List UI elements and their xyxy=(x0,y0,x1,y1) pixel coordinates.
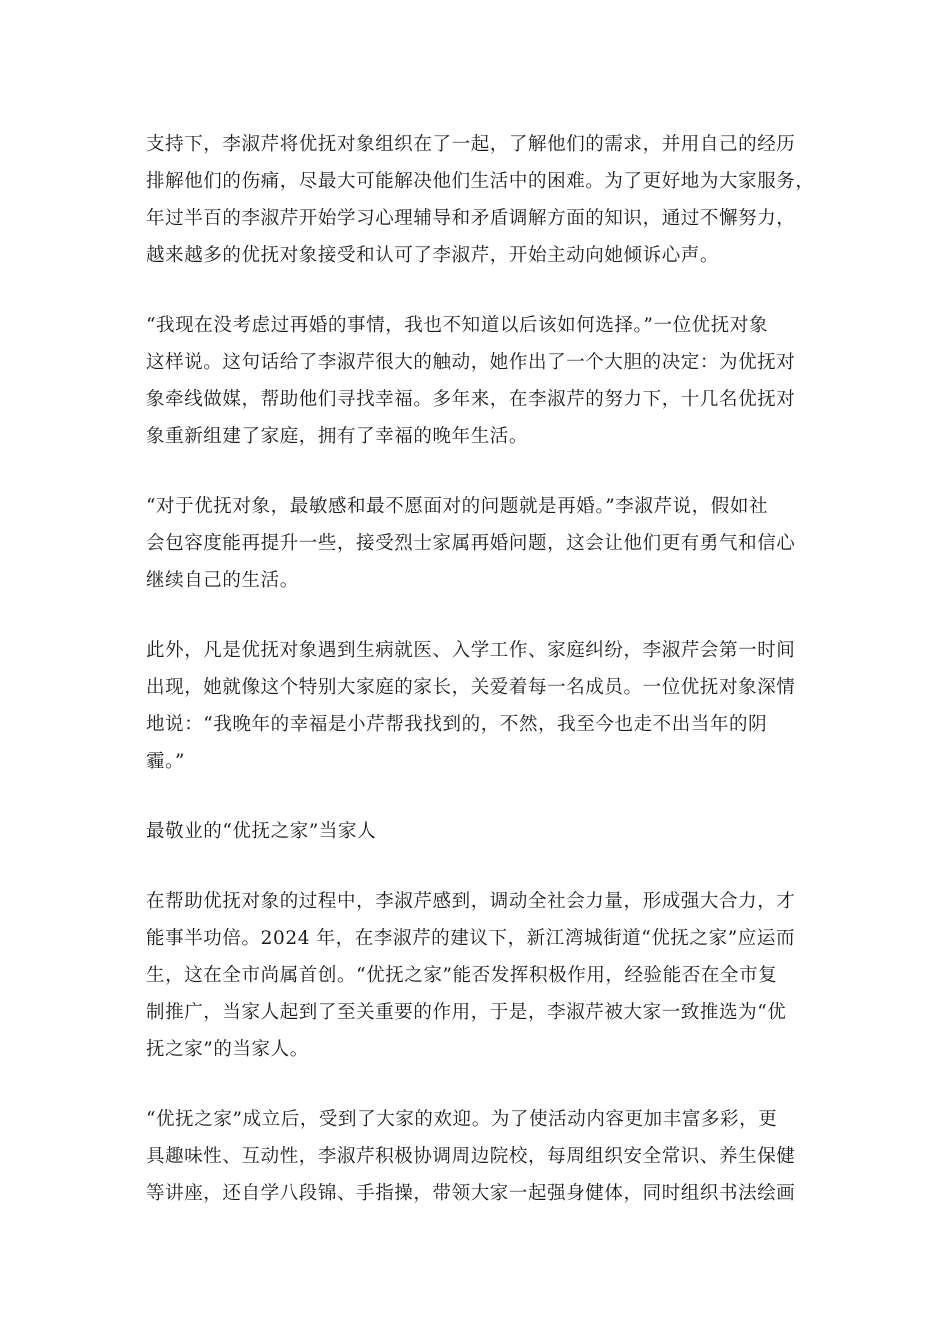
text-line: “对于优抚对象，最敏感和最不愿面对的问题就是再婚。”李淑芹说，假如社 xyxy=(146,496,769,517)
text-line: “优抚之家”成立后，受到了大家的欢迎。为了使活动内容更加丰富多彩，更 xyxy=(146,1109,778,1130)
paragraph-5 xyxy=(146,883,811,1068)
section-heading xyxy=(146,813,811,850)
paragraph-3 xyxy=(146,488,811,599)
text-line: 象重新组建了家庭，拥有了幸福的晚年生活。 xyxy=(146,426,529,447)
paragraph-4 xyxy=(146,632,811,780)
text-line: 越来越多的优抚对象接受和认可了李淑芹，开始主动向她倾诉心声。 xyxy=(146,245,720,266)
paragraph-1 xyxy=(146,126,815,274)
paragraph-2 xyxy=(146,307,811,455)
text-line: 在帮助优抚对象的过程中，李淑芹感到，调动全社会力量，形成强大合力，才 xyxy=(146,891,796,912)
text-line: 地说：“我晚年的幸福是小芹帮我找到的，不然，我至今也走不出当年的阴 xyxy=(146,714,768,735)
text-line: 等讲座，还自学八段锦、手指操，带领大家一起强身健体，同时组织书法绘画 xyxy=(146,1183,796,1204)
text-line: 霾。” xyxy=(146,751,186,772)
text-line: 会包容度能再提升一些，接受烈士家属再婚问题，这会让他们更有勇气和信心 xyxy=(146,533,796,554)
text-line: 排解他们的伤痛，尽最大可能解决他们生活中的困难。为了更好地为大家服务， xyxy=(146,171,815,192)
text-line: 此外，凡是优抚对象遇到生病就医、入学工作、家庭纠纷，李淑芹会第一时间 xyxy=(146,640,796,661)
text-line: 抚之家”的当家人。 xyxy=(146,1039,309,1060)
text-line: 制推广，当家人起到了至关重要的作用，于是，李淑芹被大家一致推选为“优 xyxy=(146,1002,787,1023)
text-line: 支持下，李淑芹将优抚对象组织在了一起，了解他们的需求，并用自己的经历 xyxy=(146,134,796,155)
text-line: “我现在没考虑过再婚的事情，我也不知道以后该如何选择。”一位优抚对象 xyxy=(146,315,769,336)
text-line: 年过半百的李淑芹开始学习心理辅导和矛盾调解方面的知识，通过不懈努力， xyxy=(146,208,796,229)
text-line: 具趣味性、互动性，李淑芹积极协调周边院校，每周组织安全常识、养生保健 xyxy=(146,1146,796,1167)
document-page xyxy=(146,126,815,1212)
text-line: 能事半功倍。2024 年，在李淑芹的建议下，新江湾城街道“优抚之家”应运而 xyxy=(146,928,796,949)
text-line: 象牵线做媒，帮助他们寻找幸福。多年来，在李淑芹的努力下，十几名优抚对 xyxy=(146,389,796,410)
text-line: 生，这在全市尚属首创。“优抚之家”能否发挥积极作用，经验能否在全市复 xyxy=(146,965,778,986)
text-line: 这样说。这句话给了李淑芹很大的触动，她作出了一个大胆的决定：为优抚对 xyxy=(146,352,796,373)
text-line: 出现，她就像这个特别大家庭的家长，关爱着每一名成员。一位优抚对象深情 xyxy=(146,677,796,698)
section-heading-text: 最敬业的“优抚之家”当家人 xyxy=(146,821,377,842)
text-line: 继续自己的生活。 xyxy=(146,570,299,591)
paragraph-6 xyxy=(146,1101,811,1212)
